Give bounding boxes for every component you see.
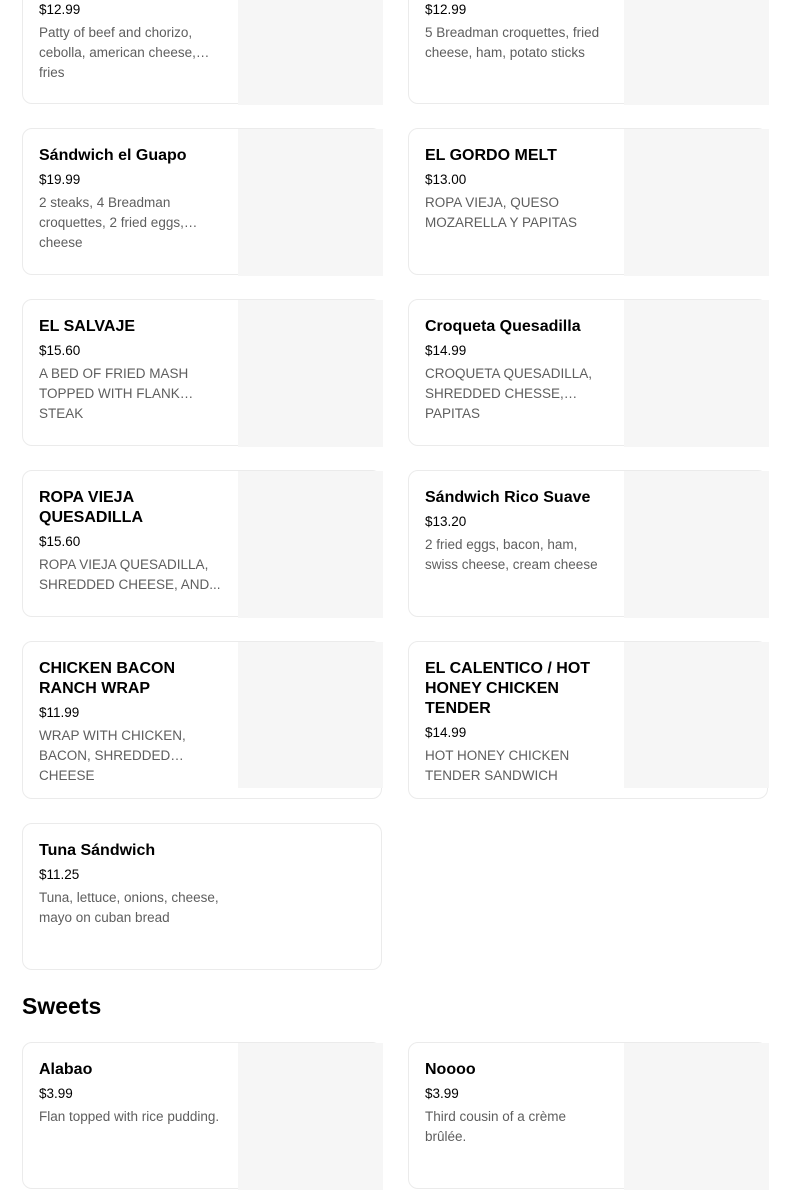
item-name: Sándwich Rico Suave bbox=[425, 489, 591, 506]
menu-item-card[interactable] bbox=[22, 299, 382, 446]
item-image-placeholder bbox=[624, 129, 769, 276]
item-price: $11.25 bbox=[39, 867, 80, 882]
item-price: $15.60 bbox=[39, 534, 81, 549]
menu-item-card[interactable] bbox=[408, 1042, 768, 1189]
item-description: Flan topped with rice pudding. bbox=[39, 1109, 220, 1124]
menu-item-card[interactable] bbox=[408, 470, 768, 617]
item-image-placeholder bbox=[238, 642, 383, 788]
item-description: Patty of beef and chorizo, cebolla, american cheese, fries bbox=[39, 25, 196, 80]
item-description: CROQUETA QUESADILLA, SHREDDED CHESSE, PAPITAS bbox=[425, 366, 593, 421]
item-image-placeholder bbox=[624, 642, 769, 788]
menu-item-card[interactable] bbox=[22, 470, 382, 617]
item-description: 2 fried eggs, bacon, ham, swiss cheese, cream cheese bbox=[425, 537, 598, 572]
menu-item-card[interactable] bbox=[408, 0, 768, 104]
item-name: ROPA VIEJA QUESADILLA bbox=[39, 489, 143, 526]
item-image-placeholder bbox=[624, 0, 769, 105]
menu-item-card[interactable] bbox=[22, 1042, 382, 1189]
item-price: $19.99 bbox=[39, 172, 81, 187]
item-name: Sándwich el Guapo bbox=[39, 147, 187, 164]
menu-item-card[interactable] bbox=[408, 128, 768, 275]
menu-item-card[interactable] bbox=[22, 128, 382, 275]
item-image-placeholder bbox=[238, 0, 383, 105]
item-price: $3.99 bbox=[425, 1086, 459, 1101]
section-title-sweets: Sweets bbox=[22, 993, 102, 1019]
item-image-placeholder bbox=[238, 129, 383, 276]
item-price: $14.99 bbox=[425, 343, 467, 358]
item-image-placeholder bbox=[238, 300, 383, 447]
item-description: 5 Breadman croquettes, fried cheese, ham, potato sticks bbox=[425, 25, 600, 60]
item-price: $12.99 bbox=[39, 2, 81, 17]
item-price: $11.99 bbox=[39, 705, 80, 720]
item-name: EL SALVAJE bbox=[39, 318, 136, 335]
item-description: A BED OF FRIED MASH TOPPED WITH FLANK STEAK bbox=[39, 366, 189, 421]
item-name: Tuna Sándwich bbox=[39, 842, 156, 859]
item-price: $12.99 bbox=[425, 2, 467, 17]
item-name: CHICKEN BACON RANCH WRAP bbox=[39, 660, 175, 697]
item-image-placeholder bbox=[624, 471, 769, 618]
item-image-placeholder bbox=[238, 471, 383, 618]
item-price: $3.99 bbox=[39, 1086, 73, 1101]
item-description: Tuna, lettuce, onions, cheese, mayo on cuban bread bbox=[39, 890, 219, 925]
item-description: ROPA VIEJA QUESADILLA, SHREDDED CHEESE, AND... bbox=[39, 557, 221, 592]
item-price: $15.60 bbox=[39, 343, 81, 358]
item-name: EL GORDO MELT bbox=[425, 147, 557, 164]
item-description: 2 steaks, 4 Breadman croquettes, 2 fried eggs, cheese bbox=[39, 195, 184, 250]
item-description: Third cousin of a crème brûlée. bbox=[425, 1109, 567, 1144]
item-description: ROPA VIEJA, QUESO MOZARELLA Y PAPITAS bbox=[425, 195, 578, 230]
item-name: Noooo bbox=[425, 1061, 476, 1078]
item-image-placeholder bbox=[624, 300, 769, 447]
menu-item-card[interactable] bbox=[22, 0, 382, 104]
item-price: $13.20 bbox=[425, 514, 467, 529]
item-image-placeholder bbox=[238, 1043, 383, 1190]
item-name: Alabao bbox=[39, 1061, 93, 1078]
item-price: $13.00 bbox=[425, 172, 467, 187]
menu-item-card[interactable] bbox=[408, 641, 768, 799]
item-name: Croqueta Quesadilla bbox=[425, 318, 581, 335]
menu-item-card[interactable] bbox=[22, 641, 382, 799]
item-price: $14.99 bbox=[425, 725, 467, 740]
menu-item-card[interactable] bbox=[408, 299, 768, 446]
item-image-placeholder bbox=[624, 1043, 769, 1190]
item-description: WRAP WITH CHICKEN, BACON, SHREDDED CHEESE bbox=[39, 728, 186, 783]
item-name: EL CALENTICO / HOT HONEY CHICKEN TENDER bbox=[425, 660, 591, 717]
menu-item-card[interactable] bbox=[22, 823, 382, 970]
item-description: HOT HONEY CHICKEN TENDER SANDWICH bbox=[425, 748, 570, 783]
